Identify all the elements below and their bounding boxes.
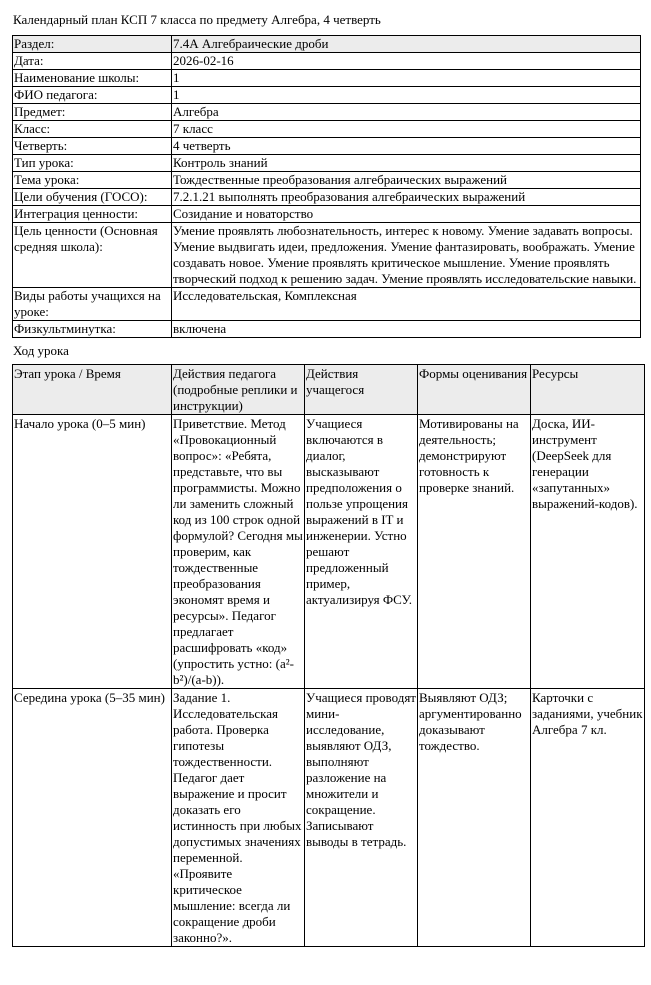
lesson-row: [13, 415, 645, 689]
info-key: Предмет:: [13, 104, 172, 121]
info-row: [13, 104, 641, 121]
info-row: [13, 155, 641, 172]
info-key: Тема урока:: [13, 172, 172, 189]
info-value: 4 четверть: [172, 138, 641, 155]
info-row: [13, 53, 641, 70]
lesson-cell: Мотивированы на деятельность; демонстрируют готовность к проверке знаний.: [418, 415, 531, 689]
lesson-cell: Задание 1. Исследовательская работа. Проверка гипотезы тождественности. Педагог дает выражение и просит доказать его истинность при любых допустимых значениях переменной. «Проявите критическое мышление: всегда ли сокращение дроби законно?».: [172, 689, 305, 947]
info-key: Цели обучения (ГОСО):: [13, 189, 172, 206]
info-key: Физкультминутка:: [13, 321, 172, 338]
info-row: [13, 36, 641, 53]
info-row: [13, 172, 641, 189]
info-value: Исследовательская, Комплексная: [172, 288, 641, 321]
column-header: Действия педагога (подробные реплики и инструкции): [172, 365, 305, 415]
info-row: [13, 87, 641, 104]
info-row: [13, 206, 641, 223]
info-value: Тождественные преобразования алгебраических выражений: [172, 172, 641, 189]
lesson-cell: Выявляют ОДЗ; аргументированно доказывают тождество.: [418, 689, 531, 947]
info-value: 7.4А Алгебраические дроби: [172, 36, 641, 53]
info-key: Четверть:: [13, 138, 172, 155]
info-value: 7.2.1.21 выполнять преобразования алгебраических выражений: [172, 189, 641, 206]
lesson-cell: Доска, ИИ-инструмент (DeepSeek для генерации «запутанных» выражений-кодов).: [531, 415, 645, 689]
lesson-cell: Учащиеся включаются в диалог, высказывают предположения о пользе упрощения выражений в IT и инженерии. Устно решают предложенный пример, актуализируя ФСУ.: [305, 415, 418, 689]
info-key: Интеграция ценности:: [13, 206, 172, 223]
column-header: Действия учащегося: [305, 365, 418, 415]
column-header: Этап урока / Время: [13, 365, 172, 415]
info-key: Цель ценности (Основная средняя школа):: [13, 223, 172, 288]
info-row: [13, 321, 641, 338]
info-key: Раздел:: [13, 36, 172, 53]
lesson-cell: Середина урока (5–35 мин): [13, 689, 172, 947]
info-value: Алгебра: [172, 104, 641, 121]
lesson-table: [12, 364, 645, 947]
info-row: [13, 121, 641, 138]
info-key: Дата:: [13, 53, 172, 70]
lesson-table-header: [13, 365, 645, 415]
info-table: [12, 35, 641, 338]
info-row: [13, 288, 641, 321]
info-value: 1: [172, 87, 641, 104]
column-header: Формы оценивания: [418, 365, 531, 415]
info-key: ФИО педагога:: [13, 87, 172, 104]
info-value: 2026-02-16: [172, 53, 641, 70]
info-value: 1: [172, 70, 641, 87]
column-header: Ресурсы: [531, 365, 645, 415]
info-value: включена: [172, 321, 641, 338]
info-row: [13, 189, 641, 206]
info-row: [13, 223, 641, 288]
info-row: [13, 138, 641, 155]
info-value: 7 класс: [172, 121, 641, 138]
info-value: Контроль знаний: [172, 155, 641, 172]
document-title: Календарный план КСП 7 класса по предмету Алгебра, 4 четверть: [13, 12, 381, 27]
info-key: Виды работы учащихся на уроке:: [13, 288, 172, 321]
info-value: Умение проявлять любознательность, интерес к новому. Умение задавать вопросы. Умение выдвигать идеи, предложения. Умение фантазировать, воображать. Умение создавать новое. Умение проявлять критическое мышление. Умение проявлять творческий подход к решению задач. Умение проявлять исследовательские навыки.: [172, 223, 641, 288]
lesson-cell: Начало урока (0–5 мин): [13, 415, 172, 689]
info-key: Наименование школы:: [13, 70, 172, 87]
info-key: Класс:: [13, 121, 172, 138]
info-key: Тип урока:: [13, 155, 172, 172]
info-value: Созидание и новаторство: [172, 206, 641, 223]
lesson-cell: Карточки с заданиями, учебник Алгебра 7 кл.: [531, 689, 645, 947]
info-row: [13, 70, 641, 87]
lesson-row: [13, 689, 645, 947]
lesson-cell: Приветствие. Метод «Провокационный вопрос»: «Ребята, представьте, что вы программисты. Можно ли заменить сложный код из 100 строк одной формулой? Сегодня мы проверим, как тождественные преобразования экономят время и ресурсы». Педагог предлагает расшифровать «код» (упростить устно: (a²-b²)/(a-b)).: [173, 416, 303, 687]
lesson-flow-heading: Ход урока: [13, 343, 69, 358]
lesson-cell: Учащиеся проводят мини-исследование, выявляют ОДЗ, выполняют разложение на множители и сокращение. Записывают выводы в тетрадь.: [305, 689, 418, 947]
